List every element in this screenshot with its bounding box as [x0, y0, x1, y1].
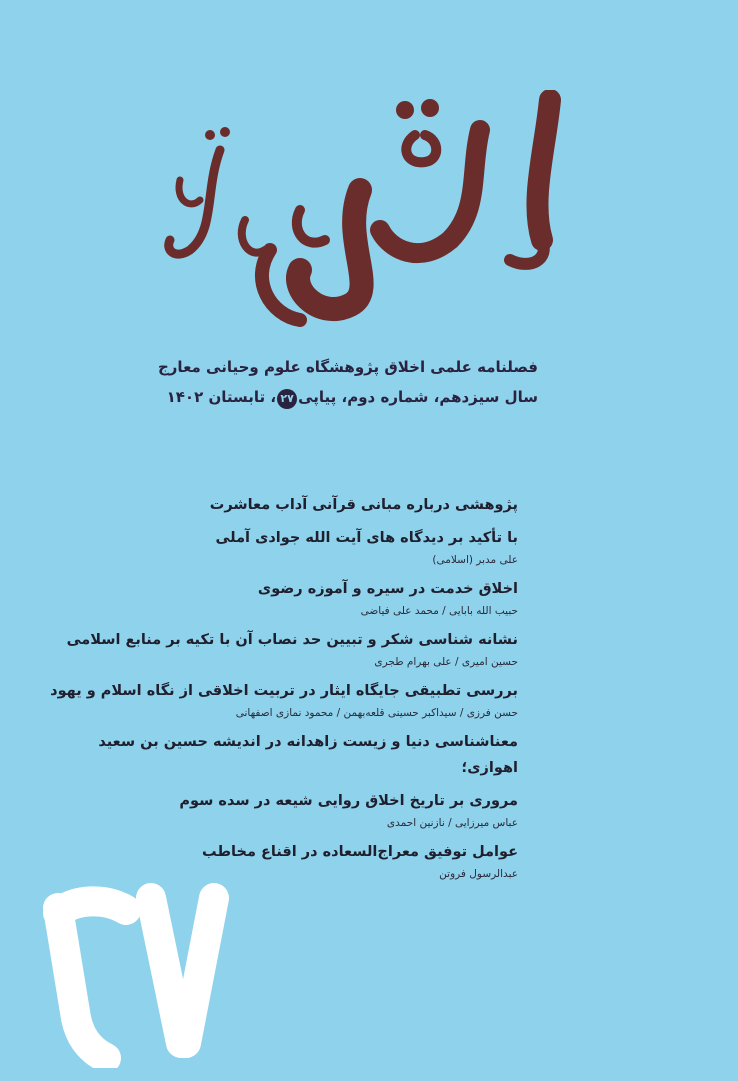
article-item — [38, 576, 518, 620]
article-title: معناشناسی دنیا و زیست زاهدانه در اندیشه حسین بن سعید اهوازی؛ — [98, 734, 518, 776]
article-title: بررسی تطبیقی جایگاه ایثار در تربیت اخلاقی از نگاه اسلام و یهود — [50, 683, 518, 699]
article-list — [38, 492, 518, 890]
article-item — [38, 729, 518, 781]
issue-big-number — [36, 868, 236, 1068]
article-item — [38, 678, 518, 722]
article-title: عوامل توفیق معراج‌السعاده در اقناع مخاطب — [202, 844, 518, 860]
issue-info-before: سال سیزدهم، شماره دوم، پیاپی — [298, 388, 538, 406]
issue-big-number-text — [36, 868, 37, 869]
issue-info — [158, 386, 538, 409]
article-title: نشانه شناسی شکر و تبیین حد نصاب آن با تکیه بر منابع اسلامی — [66, 632, 518, 648]
issue-info-after: ، تابستان ۱۴۰۲ — [166, 388, 277, 406]
article-item — [38, 492, 518, 518]
journal-logo — [150, 90, 590, 340]
article-title: با تأکید بر دیدگاه های آیت الله جوادی آملی — [215, 530, 518, 546]
issue-number-graphic-icon — [36, 868, 236, 1068]
article-item — [38, 627, 518, 671]
article-authors: حسن فرزی / سیداکبر حسینی قلعه‌بهمن / محمود نمازی اصفهانی — [235, 707, 518, 719]
article-item — [38, 525, 518, 569]
article-title: مروری بر تاریخ اخلاق روایی شیعه در سده سوم — [179, 793, 518, 809]
article-authors: عباس میرزایی / نازنین احمدی — [386, 817, 518, 829]
article-authors: حسین امیری / علی بهرام طجری — [374, 656, 518, 668]
article-authors: علی مدبر (اسلامی) — [432, 554, 518, 566]
article-item — [38, 788, 518, 832]
publisher-line: فصلنامه علمی اخلاق پژوهشگاه علوم وحیانی معارج — [157, 358, 538, 376]
article-authors: حبیب الله بابایی / محمد علی فیاضی — [360, 605, 518, 617]
masthead — [158, 356, 538, 409]
article-authors: عبدالرسول فروتن — [439, 868, 518, 880]
article-title: پژوهشی درباره مبانی قرآنی آداب معاشرت — [209, 497, 518, 513]
calligraphy-logo-icon — [150, 90, 590, 340]
article-title: اخلاق خدمت در سیره و آموزه رضوی — [257, 581, 518, 597]
issue-number-badge: ۲۷ — [277, 389, 297, 409]
